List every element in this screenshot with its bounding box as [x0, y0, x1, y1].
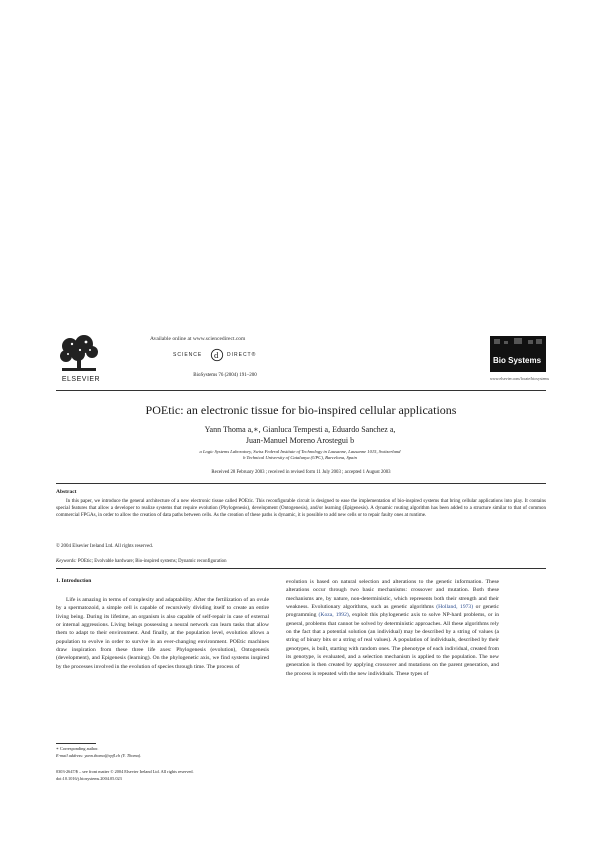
copyright-notice: © 2004 Elsevier Ireland Ltd. All rights reserved.: [56, 544, 153, 549]
biosystems-journal-logo: [490, 336, 546, 372]
keywords: [56, 559, 546, 564]
left-column-text: Life is amazing in terms of complexity and adaptability. After the fertilization of an ovule by a spermatozoid, a simple cell is capable of recursively dividing itself to create an entire living being. During its lifetime, an organism is also capable of self-repair in case of external or internal aggressions. Living beings possessing a neural network can learn tasks that allow them to adapt to their environment. And finally, at the population level, evolution allows a population to evolve in order to survive in an ever-changing environment. POEtic machines draw inspiration from these three life axes: Phylogenesis (evolution), Ontogenesis (development), and Epigenesis (learning). On the phylogenetic axis, we find systems inspired by the processes involved in the evolution of species through time. The process of: [56, 597, 269, 670]
affiliation-b: b Technical University of Catalunya (UPC), Barcelona, Spain: [243, 455, 357, 460]
header-divider: [56, 390, 546, 391]
abstract-body: In this paper, we introduce the general architecture of a new electronic tissue called POEtic. This reconfigurable circuit is designed to ease the implementation of bio-inspired systems that bring cellular applications into play. It contains special features that allow a developer to realize systems that require evolution (Phylogenesis), development (Ontogenesis), and/or learning (Epigenesis). A dynamic routing algorithm has been added to a structure similar to that of common commercial FPGAs, in order to allow the creation of data paths between cells. As the creation of these paths is dynamic, it is possible to add new cells or to repair faulty ones at runtime.: [56, 499, 546, 518]
elsevier-tree-icon: [56, 334, 102, 374]
footnote-divider: [56, 743, 96, 744]
sciencedirect-d-icon: [210, 348, 224, 362]
keywords-list: POEtic; Evolvable hardware; Bio-inspired systems; Dynamic reconfiguration: [77, 559, 227, 564]
journal-citation: BioSystems 76 (2004) 191–200: [193, 373, 257, 378]
right-column-text: [286, 578, 499, 678]
affiliation-a: a Logic Systems Laboratory, Swiss Federal Institute of Technology in Lausanne, Lausanne 1015, Switzerland: [199, 449, 401, 454]
citation-koza[interactable]: (Koza, 1992): [318, 612, 349, 619]
sciencedirect-right: DIRECT®: [227, 352, 257, 358]
journal-logo-title: Bio Systems: [493, 356, 542, 365]
abstract-divider: [56, 568, 546, 569]
right-column-part-b: or genetic programming: [286, 604, 500, 619]
biosystems-pattern-icon: [490, 336, 546, 372]
sciencedirect-left: SCIENCE: [173, 352, 203, 358]
footnote-email[interactable]: E-mail address: yann.thoma@epfl.ch (Y. Thoma).: [56, 753, 142, 758]
authors-line-1: Yann Thoma a,∗, Gianluca Tempesti a, Eduardo Sanchez a,: [204, 425, 396, 434]
svg-text:d: d: [213, 350, 219, 361]
abstract-heading: Abstract: [56, 489, 77, 495]
journal-url[interactable]: www.elsevier.com/locate/biosystems: [490, 376, 550, 381]
footer-issn: 0303-2647/$ – see front matter © 2004 Elsevier Ireland Ltd. All rights reserved.: [56, 769, 194, 774]
citation-holland[interactable]: (Holland, 1973): [436, 604, 474, 611]
author-list: [120, 424, 480, 446]
keywords-label: Keywords:: [56, 559, 77, 564]
affiliations: [120, 449, 480, 461]
paper-title: POEtic: an electronic tissue for bio-inspired cellular applications: [145, 403, 457, 417]
received-dates: Received 28 February 2003 ; received in revised form 11 July 2003 ; accepted 1 August 2003: [211, 470, 391, 475]
right-column-part-a: evolution is based on natural selection and alterations to the genetic information. These alterations occur through two basic mechanisms: crossover and mutation. Both these mechanisms are, by nature, non-deterministic, which represents both their strength and their weakness. Evolutionary algorithms, such as genetic algorithms: [286, 579, 499, 611]
footnote-corresponding: ∗ Corresponding author.: [56, 746, 99, 751]
title-divider: [56, 483, 546, 484]
publisher-name: ELSEVIER: [61, 376, 101, 383]
right-column-part-c: , exploit this phylogenetic axis to solve NP-hard problems, or in general, problems that cannot be solved by deterministic approaches. All these algorithms rely on the fact that a potential solution (an individual) may be described by a string of values (a string of binary bits or a string of real values). A population of individuals, described by their genotypes, is built, starting with random ones. The phenotype of each individual, created from its genotype, is evaluated, and a selection mechanism is applied to the population. The new generation is then created by applying crossover and mutations on the parent generation, and the process is repeated with the new individuals. These types of: [286, 612, 499, 677]
available-online-text[interactable]: Available online at www.sciencedirect.com: [150, 336, 246, 342]
sciencedirect-logo: [165, 348, 275, 364]
section-heading: 1. Introduction: [56, 578, 92, 584]
authors-line-2: Juan-Manuel Moreno Arostegui b: [245, 436, 355, 445]
footer-doi[interactable]: doi:10.1016/j.biosystems.2004.05.023: [56, 776, 122, 781]
